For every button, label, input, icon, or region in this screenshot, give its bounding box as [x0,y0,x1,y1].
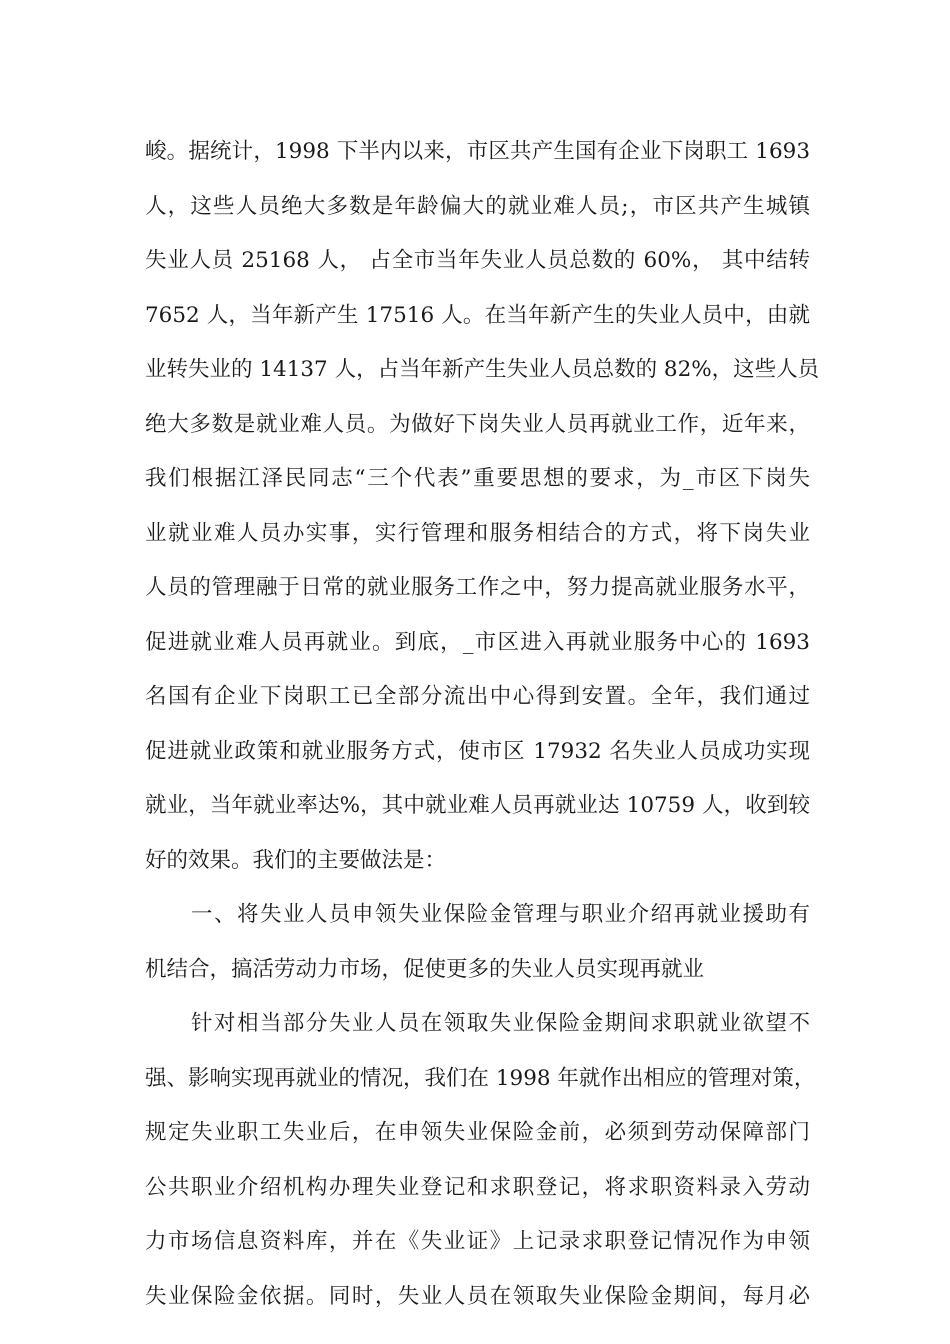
section-heading-line: 机结合，搞活劳动力市场，促使更多的失业人员实现再就业 [145,956,705,982]
text-line: 就业，当年就业率达%，其中就业难人员再就业达 10759 人，收到较 [145,793,810,818]
body-text [145,125,820,1324]
text-line: 失业人员 25168 人， 占全市当年失业人员总数的 60%， 其中结转 [145,248,810,273]
text-line: 业转失业的 14137 人，占当年新产生失业人员总数的 82%，这些人员 [145,357,820,382]
text-line: 名国有企业下岗职工已全部分流出中心得到安置。全年，我们通过 [145,684,810,709]
text-line: 失业保险金依据。同时，失业人员在领取失业保险金期间，每月必 [145,1283,810,1309]
text-line: 促进就业政策和就业服务方式，使市区 17932 名失业人员成功实现 [145,738,810,764]
text-line: 我们根据江泽民同志“三个代表”重要思想的要求，为_市区下岗失 [145,466,810,491]
text-line: 公共职业介绍机构办理失业登记和求职登记，将求职资料录入劳动 [145,1174,810,1200]
text-line: 好的效果。我们的主要做法是： [145,847,447,873]
text-line: 人员的管理融于日常的就业服务工作之中，努力提高就业服务水平， [145,575,810,600]
text-line: 7652 人，当年新产生 17516 人。在当年新产生的失业人员中，由就 [145,302,810,328]
text-line: 强、影响实现再就业的情况，我们在 1998 年就作出相应的管理对策， [145,1065,816,1091]
text-line: 规定失业职工失业后，在申领失业保险金前，必须到劳动保障部门 [145,1120,810,1145]
text-line: 业就业难人员办实事，实行管理和服务相结合的方式，将下岗失业 [145,520,810,546]
text-line: 力市场信息资料库，并在《失业证》上记录求职登记情况作为申领 [145,1229,810,1254]
text-line: 人，这些人员绝大多数是年龄偏大的就业难人员;，市区共产生城镇 [145,193,810,219]
text-line: 绝大多数是就业难人员。为做好下岗失业人员再就业工作，近年来， [145,411,810,437]
text-line: 促进就业难人员再就业。到底，_市区进入再就业服务中心的 1693 [145,629,810,655]
text-line: 针对相当部分失业人员在领取失业保险金期间求职就业欲望不 [191,1011,810,1036]
section-heading-line: 一、将失业人员申领失业保险金管理与职业介绍再就业援助有 [191,902,810,927]
text-line: 峻。据统计，1998 下半内以来，市区共产生国有企业下岗职工 1693 [145,139,810,164]
